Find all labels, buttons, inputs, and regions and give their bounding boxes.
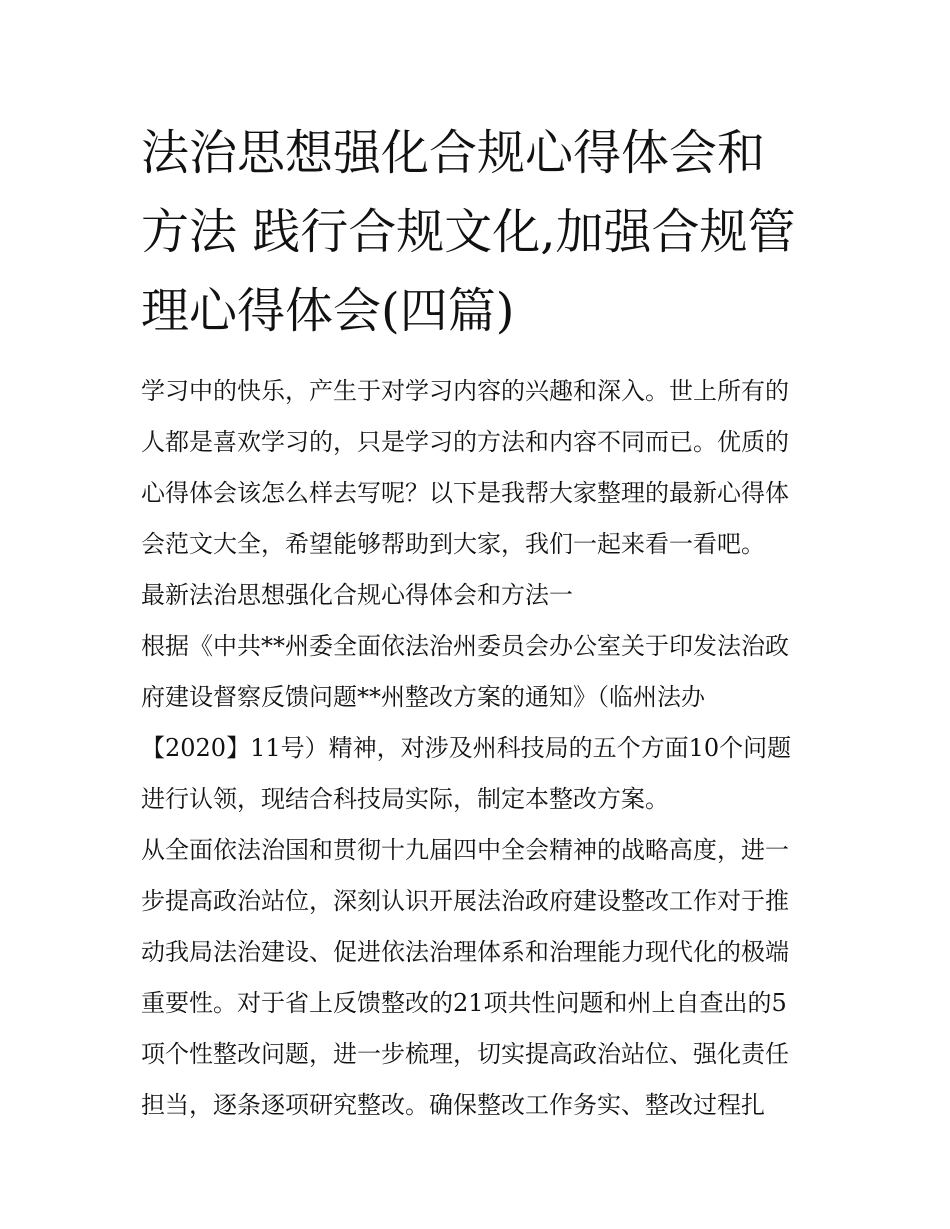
paragraph-line: 会范文大全，希望能够帮助到大家，我们一起来看一看吧。 xyxy=(141,530,765,558)
body-paragraph xyxy=(141,825,813,1131)
paragraph-line: 步提高政治站位，深刻认识开展法治政府建设整改工作对于推 xyxy=(141,887,789,915)
title-line-2: 方法 践行合规文化,加强合规管 xyxy=(141,204,796,260)
paragraph-line: 重要性。对于省上反馈整改的21项共性问题和州上自查出的5 xyxy=(141,989,787,1017)
document-title xyxy=(141,114,813,351)
document-body xyxy=(141,366,813,1131)
paragraph-line: 府建设督察反馈问题**州整改方案的通知》（临州法办 xyxy=(141,683,705,711)
title-line-1: 法治思想强化合规心得体会和 xyxy=(141,125,766,181)
body-paragraph xyxy=(141,621,813,825)
paragraph-line: 根据《中共**州委全面依法治州委员会办公室关于印发法治政 xyxy=(141,632,789,660)
document-page xyxy=(141,114,813,1131)
section-heading xyxy=(141,570,813,621)
paragraph-line: 从全面依法治国和贯彻十九届四中全会精神的战略高度，进一 xyxy=(141,836,789,864)
paragraph-line: 动我局法治建设、促进依法治理体系和治理能力现代化的极端 xyxy=(141,938,789,966)
paragraph-line: 【2020】11号）精神，对涉及州科技局的五个方面10个问题 xyxy=(141,734,792,762)
paragraph-line: 项个性整改问题，进一步梳理，切实提高政治站位、强化责任 xyxy=(141,1040,789,1068)
section-heading-text: 最新法治思想强化合规心得体会和方法一 xyxy=(141,581,573,609)
title-line-3: 理心得体会(四篇) xyxy=(141,283,515,339)
paragraph-line: 学习中的快乐，产生于对学习内容的兴趣和深入。世上所有的 xyxy=(141,377,789,405)
paragraph-line: 进行认领，现结合科技局实际，制定本整改方案。 xyxy=(141,785,669,813)
intro-paragraph xyxy=(141,366,813,570)
paragraph-line: 人都是喜欢学习的，只是学习的方法和内容不同而已。优质的 xyxy=(141,428,789,456)
paragraph-line: 担当，逐条逐项研究整改。确保整改工作务实、整改过程扎 xyxy=(141,1091,765,1119)
paragraph-line: 心得体会该怎么样去写呢？以下是我帮大家整理的最新心得体 xyxy=(141,479,789,507)
